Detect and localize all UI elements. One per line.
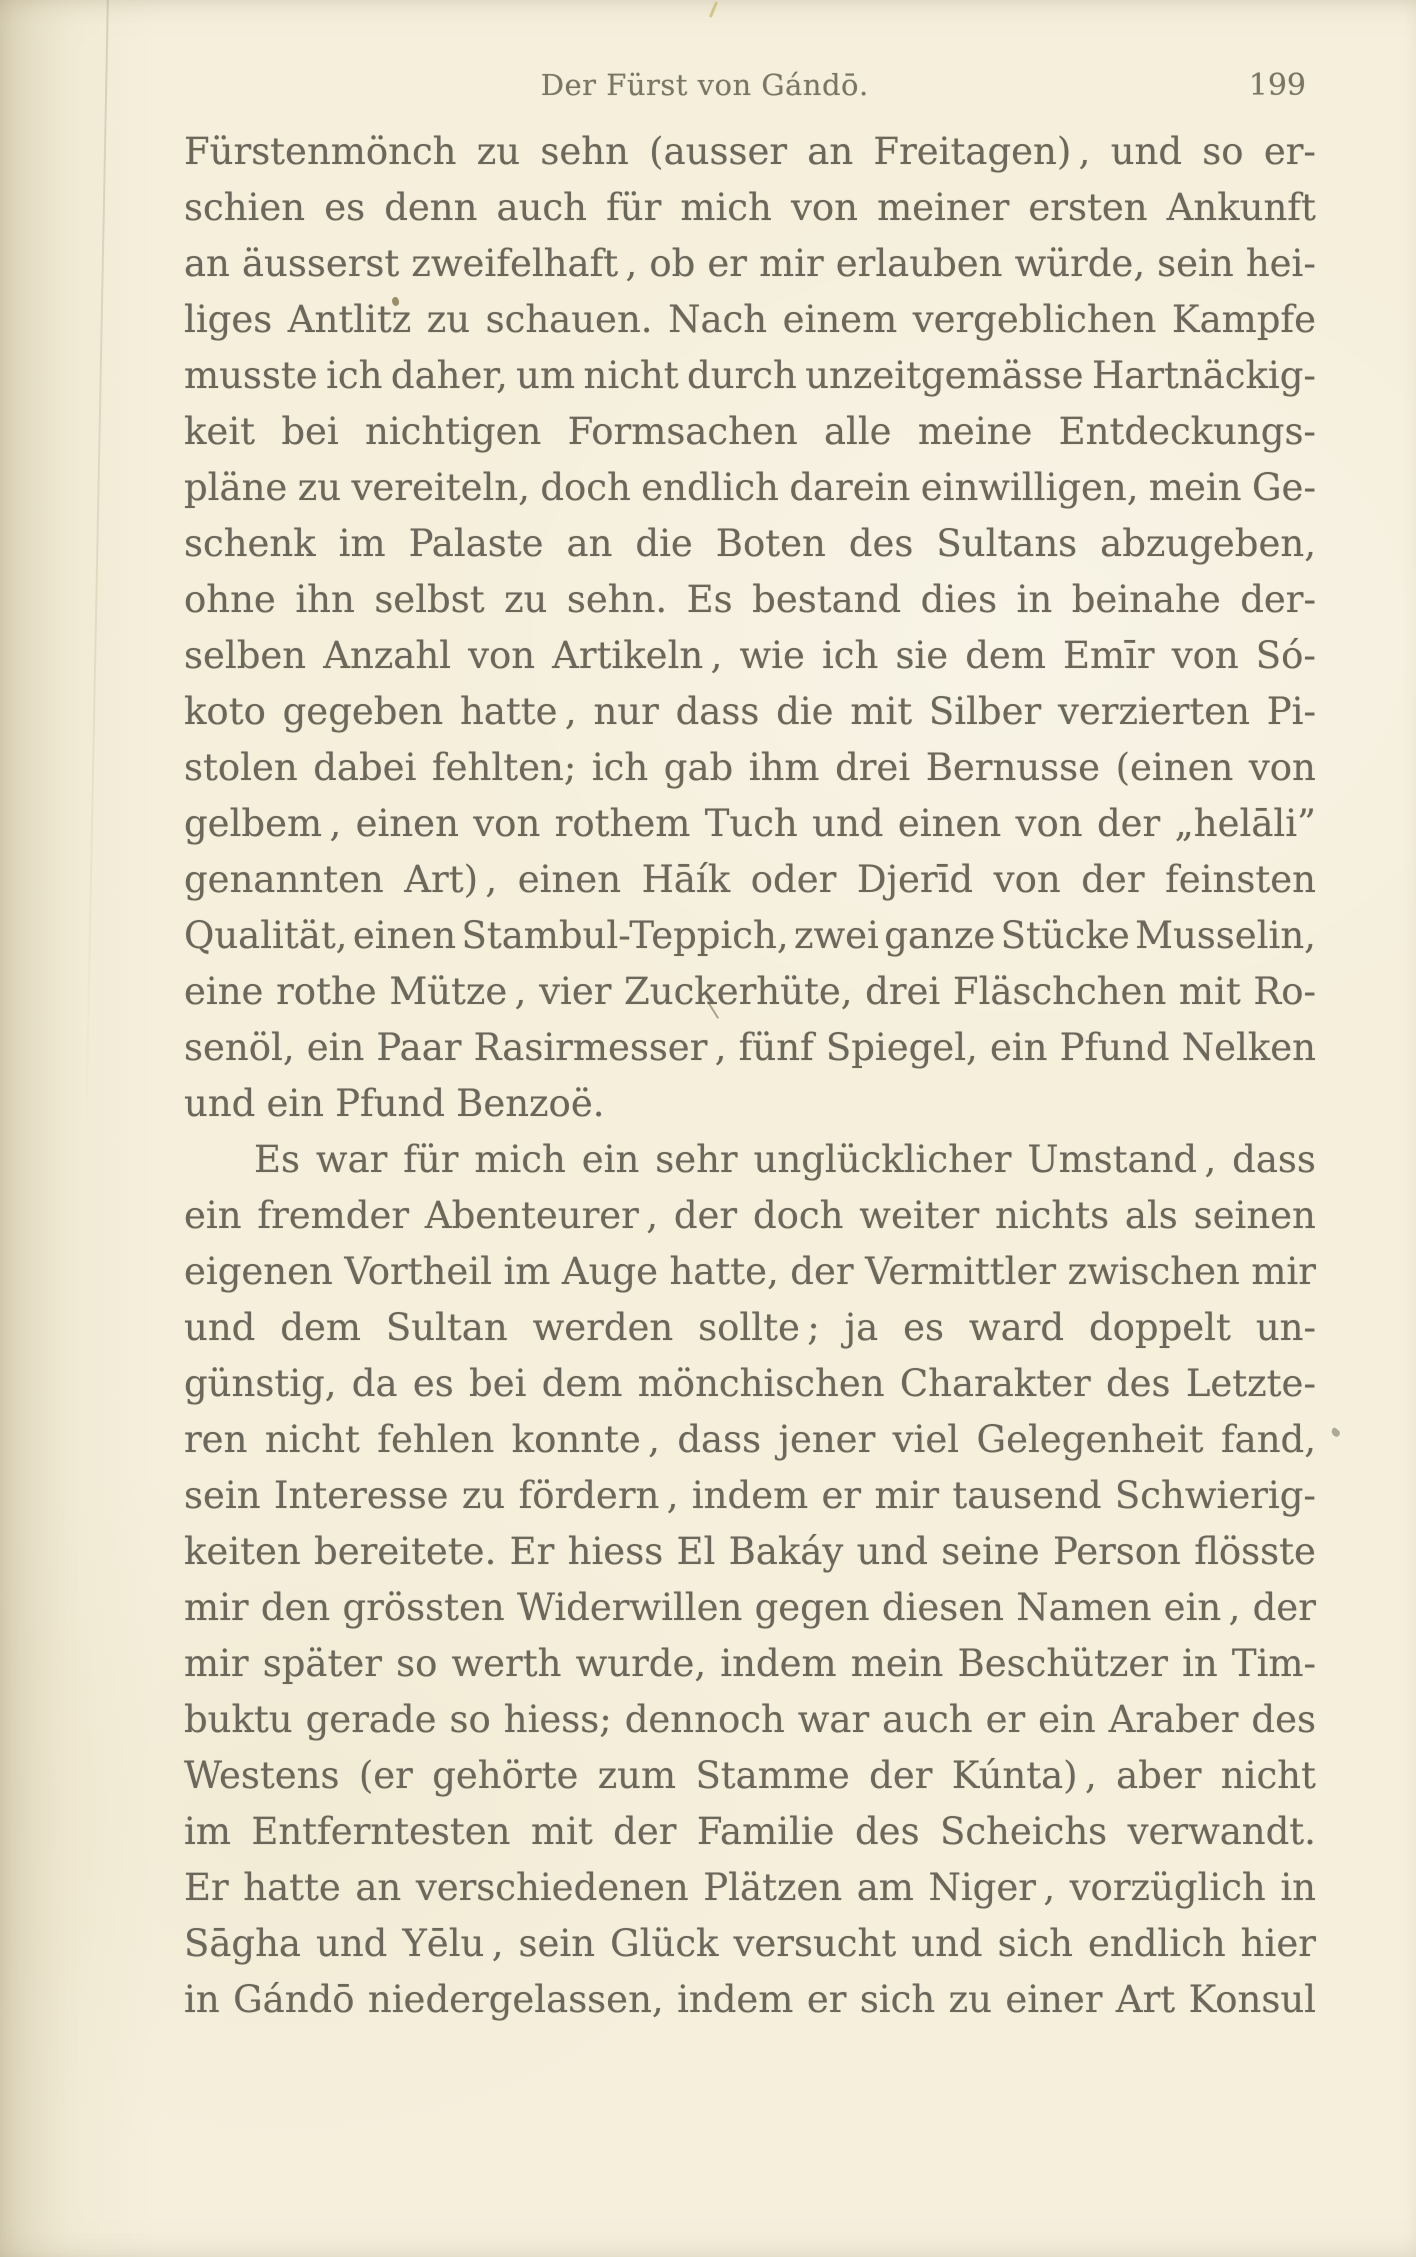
text-line: schenk im Palaste an die Boten des Sultans abzugeben, bbox=[184, 522, 1316, 565]
paper-scratch-mark bbox=[709, 1, 718, 18]
text-line: im Entferntesten mit der Familie des Scheichs verwandt. bbox=[184, 1810, 1316, 1853]
text-line: und dem Sultan werden sollte ; ja es ward doppelt un- bbox=[184, 1306, 1316, 1349]
text-line: günstig, da es bei dem mönchischen Charakter des Letzte- bbox=[184, 1362, 1316, 1405]
text-line: sein Interesse zu fördern , indem er mir tausend Schwierig- bbox=[184, 1474, 1316, 1517]
text-line: Es war für mich ein sehr unglücklicher Umstand , dass bbox=[254, 1138, 1316, 1181]
text-line: koto gegeben hatte , nur dass die mit Silber verzierten Pi- bbox=[184, 690, 1316, 733]
text-line: in Gándō niedergelassen, indem er sich zu einer Art Konsul bbox=[184, 1978, 1316, 2021]
text-line: keit bei nichtigen Formsachen alle meine Entdeckungs- bbox=[184, 410, 1316, 453]
text-line: selben Anzahl von Artikeln , wie ich sie dem Emīr von Só- bbox=[184, 634, 1316, 677]
text-line: mir den grössten Widerwillen gegen diesen Namen ein , der bbox=[184, 1586, 1316, 1629]
text-line: und ein Pfund Benzoë. bbox=[184, 1082, 605, 1125]
gutter-crease bbox=[85, 0, 109, 1140]
text-line: eigenen Vortheil im Auge hatte, der Vermittler zwischen mir bbox=[184, 1250, 1316, 1293]
text-line: buktu gerade so hiess; dennoch war auch er ein Araber des bbox=[184, 1698, 1316, 1741]
text-line: eine rothe Mütze , vier Zuckerhüte, drei Fläschchen mit Ro- bbox=[184, 970, 1316, 1013]
text-line: Fürstenmönch zu sehn (ausser an Freitagen) , und so er- bbox=[184, 130, 1316, 173]
text-line: ohne ihn selbst zu sehn. Es bestand dies in beinahe der- bbox=[184, 578, 1316, 621]
text-line: ren nicht fehlen konnte , dass jener viel Gelegenheit fand, bbox=[184, 1418, 1316, 1461]
text-line: senöl, ein Paar Rasirmesser , fünf Spiegel, ein Pfund Nelken bbox=[184, 1026, 1316, 1069]
body-text bbox=[184, 124, 1316, 2028]
text-line: schien es denn auch für mich von meiner ersten Ankunft bbox=[184, 186, 1316, 229]
text-line: Er hatte an verschiedenen Plätzen am Niger , vorzüglich in bbox=[184, 1866, 1316, 1909]
running-header bbox=[0, 68, 1416, 108]
text-line: stolen dabei fehlten; ich gab ihm drei Bernusse (einen von bbox=[184, 746, 1316, 789]
text-line: mir später so werth wurde, indem mein Beschützer in Tim- bbox=[184, 1642, 1316, 1685]
text-line: pläne zu vereiteln, doch endlich darein einwilligen, mein Ge- bbox=[184, 466, 1316, 509]
text-line: Sāgha und Yēlu , sein Glück versucht und sich endlich hier bbox=[184, 1922, 1316, 1965]
text-line: ein fremder Abenteurer , der doch weiter nichts als seinen bbox=[184, 1194, 1316, 1237]
running-header-title: Der Fürst von Gándō. bbox=[540, 68, 869, 102]
paper-speck bbox=[1330, 1427, 1341, 1438]
text-line: Qualität, einen Stambul-Teppich, zwei ganze Stücke Musselin, bbox=[184, 914, 1316, 957]
text-line: musste ich daher, um nicht durch unzeitgemässe Hartnäckig- bbox=[184, 354, 1316, 397]
text-line: keiten bereitete. Er hiess El Bakáy und seine Person flösste bbox=[184, 1530, 1316, 1573]
page-number: 199 bbox=[1248, 68, 1306, 103]
text-line: genannten Art) , einen Hāík oder Djerīd von der feinsten bbox=[184, 858, 1316, 901]
text-line: Westens (er gehörte zum Stamme der Kúnta) , aber nicht bbox=[184, 1754, 1316, 1797]
text-line: an äusserst zweifelhaft , ob er mir erlauben würde, sein hei- bbox=[184, 242, 1316, 285]
text-line: liges Antlitz zu schauen. Nach einem vergeblichen Kampfe bbox=[184, 298, 1316, 341]
text-line: gelbem , einen von rothem Tuch und einen von der „helāli” bbox=[184, 802, 1316, 845]
